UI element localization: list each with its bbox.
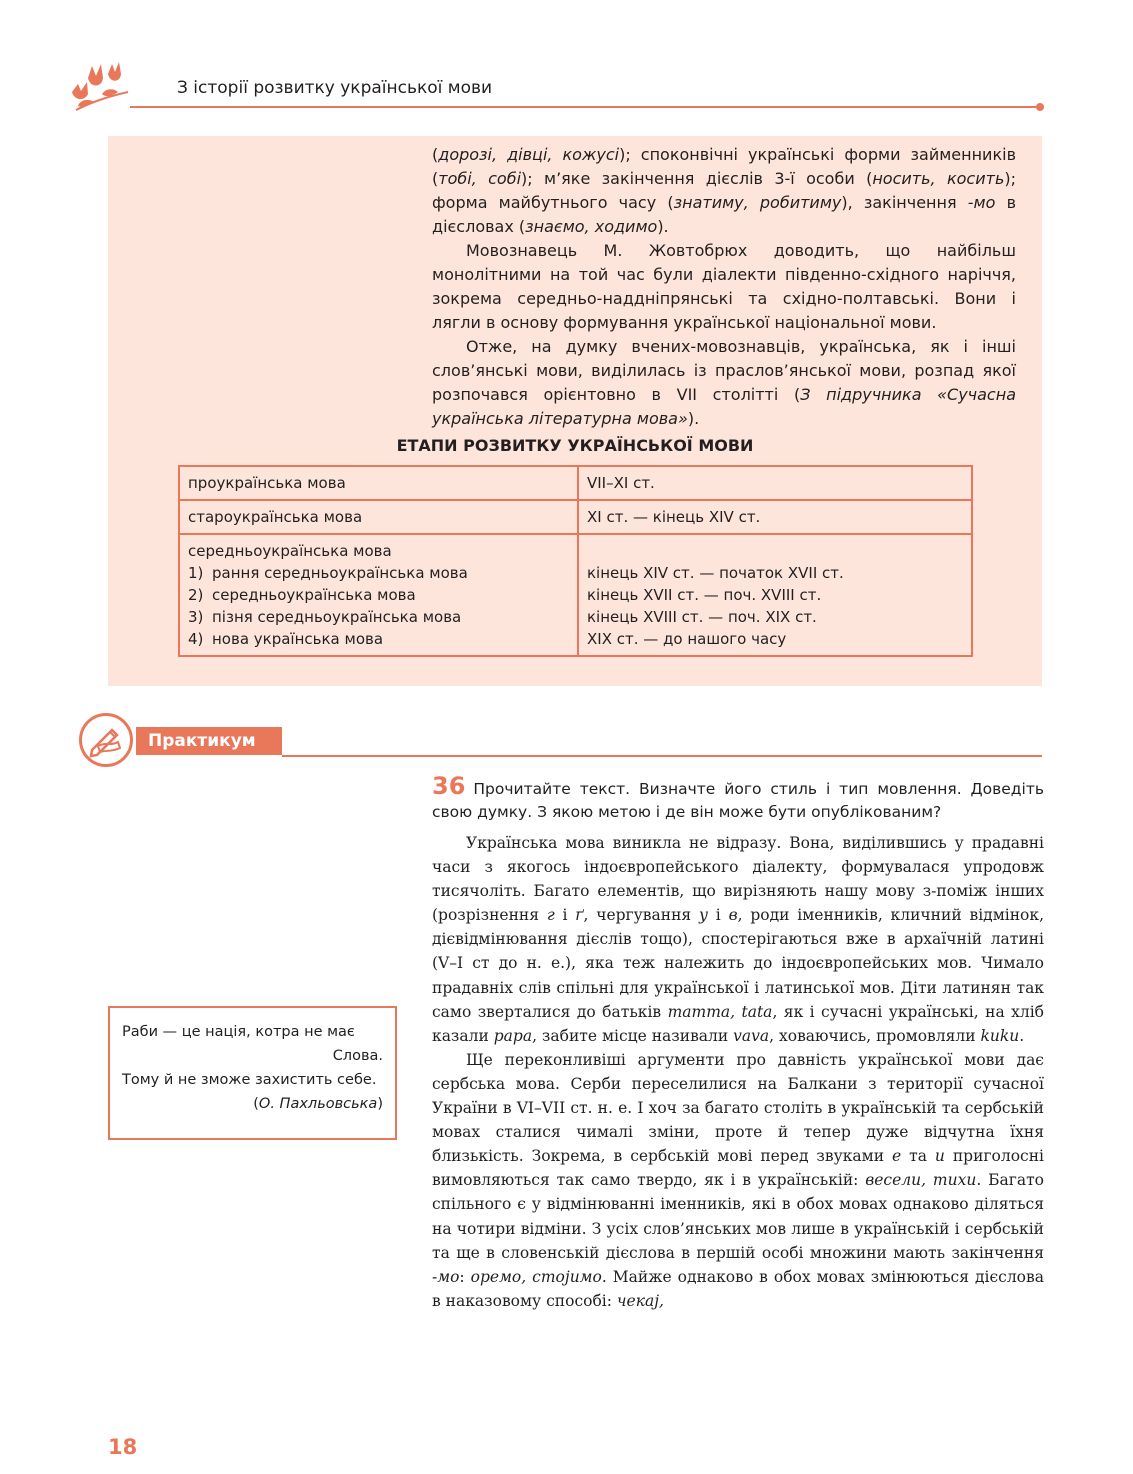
period-cell: XI ст. — кінець XIV ст. [578, 500, 972, 534]
running-header: З історії розвитку української мови [177, 78, 493, 98]
quote-line: Тому й не зможе захистить себе. [122, 1072, 377, 1088]
task-instruction [432, 772, 1044, 824]
stages-table [178, 465, 973, 657]
table-row [179, 500, 972, 534]
paragraph: Мовознавець М. Жовтобрюх доводить, що найбільш монолітними на той час були діалекти південно-східного наріччя, зокрема середньо-наддніпрянські та східно-полтавські. Вони і лягли в основу формування української національної мови. [432, 241, 1016, 332]
sub-stage: 3) пізня середньоукраїнська мова [188, 608, 462, 626]
sub-period: кінець XVIII ст. — поч. XIX ст. [587, 608, 817, 626]
quote-box [108, 1006, 397, 1140]
sub-period: XIX ст. — до нашого часу [587, 630, 787, 648]
reading-text [432, 831, 1044, 1313]
sub-stage: 4) нова українська мова [188, 630, 384, 648]
sub-stage: 1) рання середньоукраїнська мова [188, 564, 468, 582]
section-label-practicum: Практикум [136, 727, 282, 755]
quote-author: (О. Пахльовська) [253, 1096, 383, 1112]
paragraph: Ще переконливіші аргументи про давність української мови дає сербська мова. Серби переселилися на Балкани з території сучасної України в VI–VII ст. н. е. І хоч за багато століть в українській та сербській мовах сталися чималі зміни, проте й тепер дуже відчутна їхня близькість. Зокрема, в сербській мові перед звуками е та и приголосні вимовляються так само твердо, як і в українській: весели, тихи. Багато спільного є у відмінюванні іменників, які в обох мовах однаково діляться на чотири відміни. З усіх слов’янських мов лише в українській і сербській та ще в словенській дієслова в першій особі множини мають закінчення -мо: оремо, стоjимо. Майже однаково в обох мовах змінюються дієслова в наказовому способі: чекаj, [432, 1050, 1044, 1310]
task-number: 36 [432, 772, 466, 800]
section-rule [282, 755, 1042, 757]
panel-text [432, 143, 1016, 431]
pencil-hand-icon [79, 713, 133, 767]
stage-cell: староукраїнська мова [179, 500, 578, 534]
page-number: 18 [108, 1435, 138, 1459]
sub-period: кінець XVII ст. — поч. XVIII ст. [587, 586, 822, 604]
quote-line: Слова. [332, 1048, 383, 1064]
period-cell [578, 534, 972, 656]
table-title: ЕТАПИ РОЗВИТКУ УКРАЇНСЬКОЇ МОВИ [396, 436, 754, 455]
header-rule-dot [1036, 103, 1044, 111]
paragraph: (дорозі, дівці, кожусі); споконвічні українські форми займенників (тобі, собі); м’яке закінчення дієслів 3-ї особи (носить, косить); форма майбутнього часу (знатиму, робитиму), закінчення -мо в дієсловах (знаємо, ходимо). [432, 145, 1017, 236]
paragraph: Українська мова виникла не відразу. Вона, виділившись у прадавні часи з якогось індоєвропейського діалекту, формувалася упродовж тисячоліть. Багато елементів, що вирізняють нашу мову з-поміж інших (розрізнення г і ґ, чергування у і в, роди іменників, кличний відмінок, дієвідмінювання дієслів тощо), спостерігаються вже в архаїчній латині (V–I ст до н. е.), яка теж належить до індоєвропейських мов. Чимало прадавніх слів спільні для української і латинської мов. Діти латинян так само зверталися до батьків mamma, tata, як і сучасні українські, на хліб казали papa, забите місце називали vava, ховаючись, промовляли kuku. [432, 834, 1044, 1045]
task-text: Прочитайте текст. Визначте його стиль і тип мовлення. Доведіть свою думку. З якою метою і де він може бути опублікованим? [432, 780, 1044, 821]
tulip-logo-icon [68, 58, 138, 118]
period-cell: VII–XI ст. [578, 466, 972, 500]
sub-stage: 2) середньоукраїнська мова [188, 586, 416, 604]
paragraph: Отже, на думку вчених-мовознавців, українська, як і інші слов’янські мови, виділилась із праслов’янської мови, розпад якої розпочався орієнтовно в VII столітті (З підручника «Сучасна українська літературна мова»). [432, 337, 1016, 428]
stage-cell: проукраїнська мова [179, 466, 578, 500]
quote-line: Раби — це нація, котра не має [122, 1024, 355, 1040]
header-rule [130, 106, 1040, 108]
table-row [179, 534, 972, 656]
stage-cell [179, 534, 578, 656]
stage-group-label: середньоукраїнська мова [188, 542, 392, 560]
table-row [179, 466, 972, 500]
sub-period: кінець XIV ст. — початок XVII ст. [587, 564, 844, 582]
